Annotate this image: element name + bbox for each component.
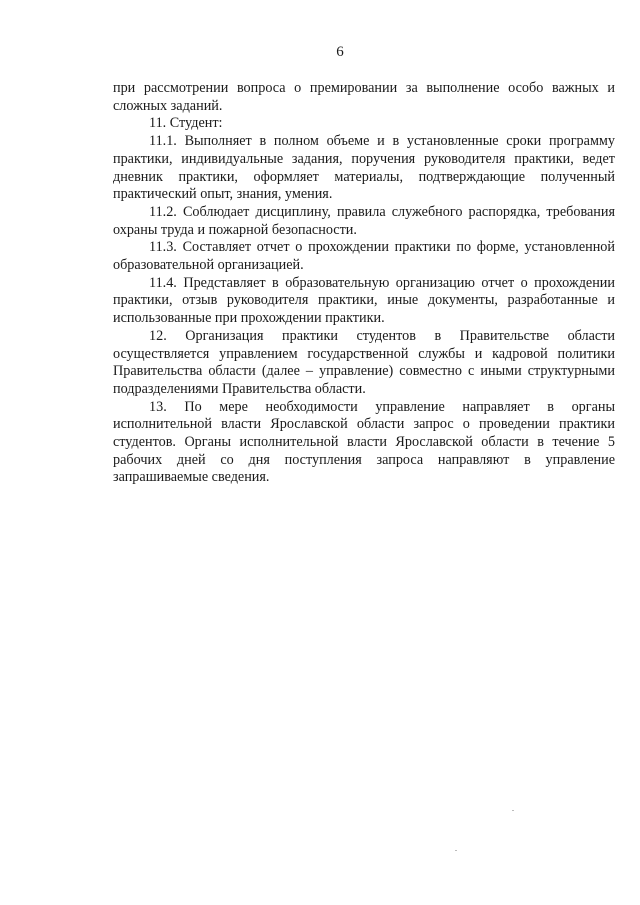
paragraph-11: 11. Студент: <box>149 115 223 132</box>
paragraph-11-2: 11.2. Соблюдает дисциплину, правила служебного распорядка, требования охраны труда и пожарной безопасности. <box>113 203 615 238</box>
page-number: 6 <box>336 44 344 60</box>
paragraph-continuation: при рассмотрении вопроса о премировании за выполнение особо важных и сложных заданий. <box>113 80 615 114</box>
paragraph-11-3: 11.3. Составляет отчет о прохождении практики по форме, установленной образовательной организацией. <box>113 239 615 274</box>
paragraph-11-4: 11.4. Представляет в образовательную организацию отчет о прохождении практики, отзыв руководителя практики, иные документы, разработанные и использованные при прохождении практики. <box>113 274 615 327</box>
paragraph-11-1: 11.1. Выполняет в полном объеме и в установленные сроки программу практики, индивидуальные задания, поручения руководителя практики, ведет дневник практики, оформляет материалы, подтверждающие полученный практический опыт, знания, умения. <box>113 133 615 203</box>
document-body <box>113 80 615 487</box>
scan-speck <box>455 850 457 851</box>
scan-speck <box>512 810 514 811</box>
paragraph-13: 13. По мере необходимости управление направляет в органы исполнительной власти Ярославской области запрос о проведении практики студентов. Органы исполнительной власти Ярославской области в течение 5 рабочих дней со дня поступления запроса направляют в управление запрашиваемые сведения. <box>113 398 615 486</box>
paragraph-12: 12. Организация практики студентов в Правительстве области осуществляется управлением государственной службы и кадровой политики Правительства области (далее – управление) совместно с иными структурными подразделениями Правительства области. <box>113 327 615 397</box>
